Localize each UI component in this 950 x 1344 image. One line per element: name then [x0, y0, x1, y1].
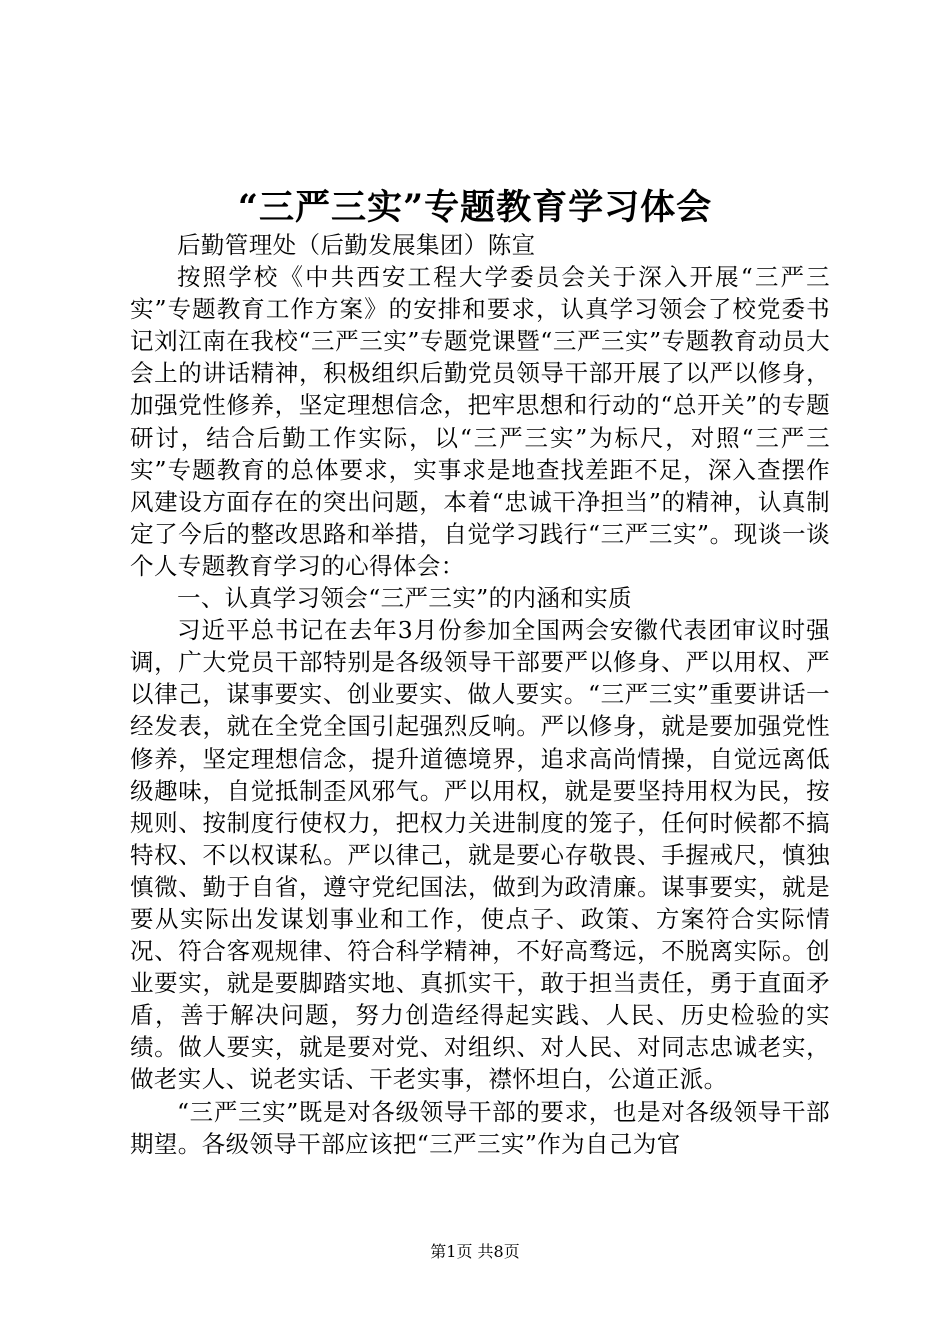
paragraph-intro: 按照学校《中共西安工程大学委员会关于深入开展“三严三实”专题教育工作方案》的安排和要求，认真学习领会了校党委书记刘江南在我校“三严三实”专题党课暨“三严三实”专题教育动员大会上的讲话精神，积极组织后勤党员领导干部开展了以严以修身，加强党性修养，坚定理想信念，把牢思想和行动的“总开关”的专题研讨，结合后勤工作实际，以“三严三实”为标尺，对照“三严三实”专题教育的总体要求，实事求是地查找差距不足，深入查摆作风建设方面存在的突出问题，本着“忠诚干净担当”的精神，认真制定了今后的整改思路和举措，自觉学习践行“三严三实”。现谈一谈个人专题教育学习的心得体会： [130, 263, 830, 580]
section-heading-1: 一、认真学习领会“三严三实”的内涵和实质 [177, 584, 633, 613]
paragraph-connotation: 习近平总书记在去年3月份参加全国两会安徽代表团审议时强调，广大党员干部特别是各级领导干部要严以修身、严以用权、严以律己，谋事要实、创业要实、做人要实。“三严三实”重要讲话一经发表，就在全党全国引起强烈反响。严以修身，就是要加强党性修养，坚定理想信念，提升道德境界，追求高尚情操，自觉远离低级趣味，自觉抵制歪风邪气。严以用权，就是要坚持用权为民，按规则、按制度行使权力，把权力关进制度的笼子，任何时候都不搞特权、不以权谋私。严以律己，就是要心存敬畏、手握戒尺，慎独慎微、勤于自省，遵守党纪国法，做到为政清廉。谋事要实，就是要从实际出发谋划事业和工作，使点子、政策、方案符合实际情况、符合客观规律、符合科学精神，不好高骛远，不脱离实际。创业要实，就是要脚踏实地、真抓实干，敢于担当责任，勇于直面矛盾，善于解决问题，努力创造经得起实践、人民、历史检验的实绩。做人要实，就是要对党、对组织、对人民、对同志忠诚老实，做老实人、说老实话、干老实事，襟怀坦白，公道正派。 [130, 616, 830, 1094]
page-number-footer: 第1页 共8页 [430, 1242, 520, 1261]
author-line: 后勤管理处（后勤发展集团）陈宣 [177, 231, 536, 259]
document-title: “三严三实”专题教育学习体会 [237, 187, 713, 228]
document-body [130, 229, 830, 1160]
paragraph-requirement: “三严三实”既是对各级领导干部的要求，也是对各级领导干部期望。各级领导干部应该把“三严三实”作为自己为官 [130, 1097, 830, 1158]
